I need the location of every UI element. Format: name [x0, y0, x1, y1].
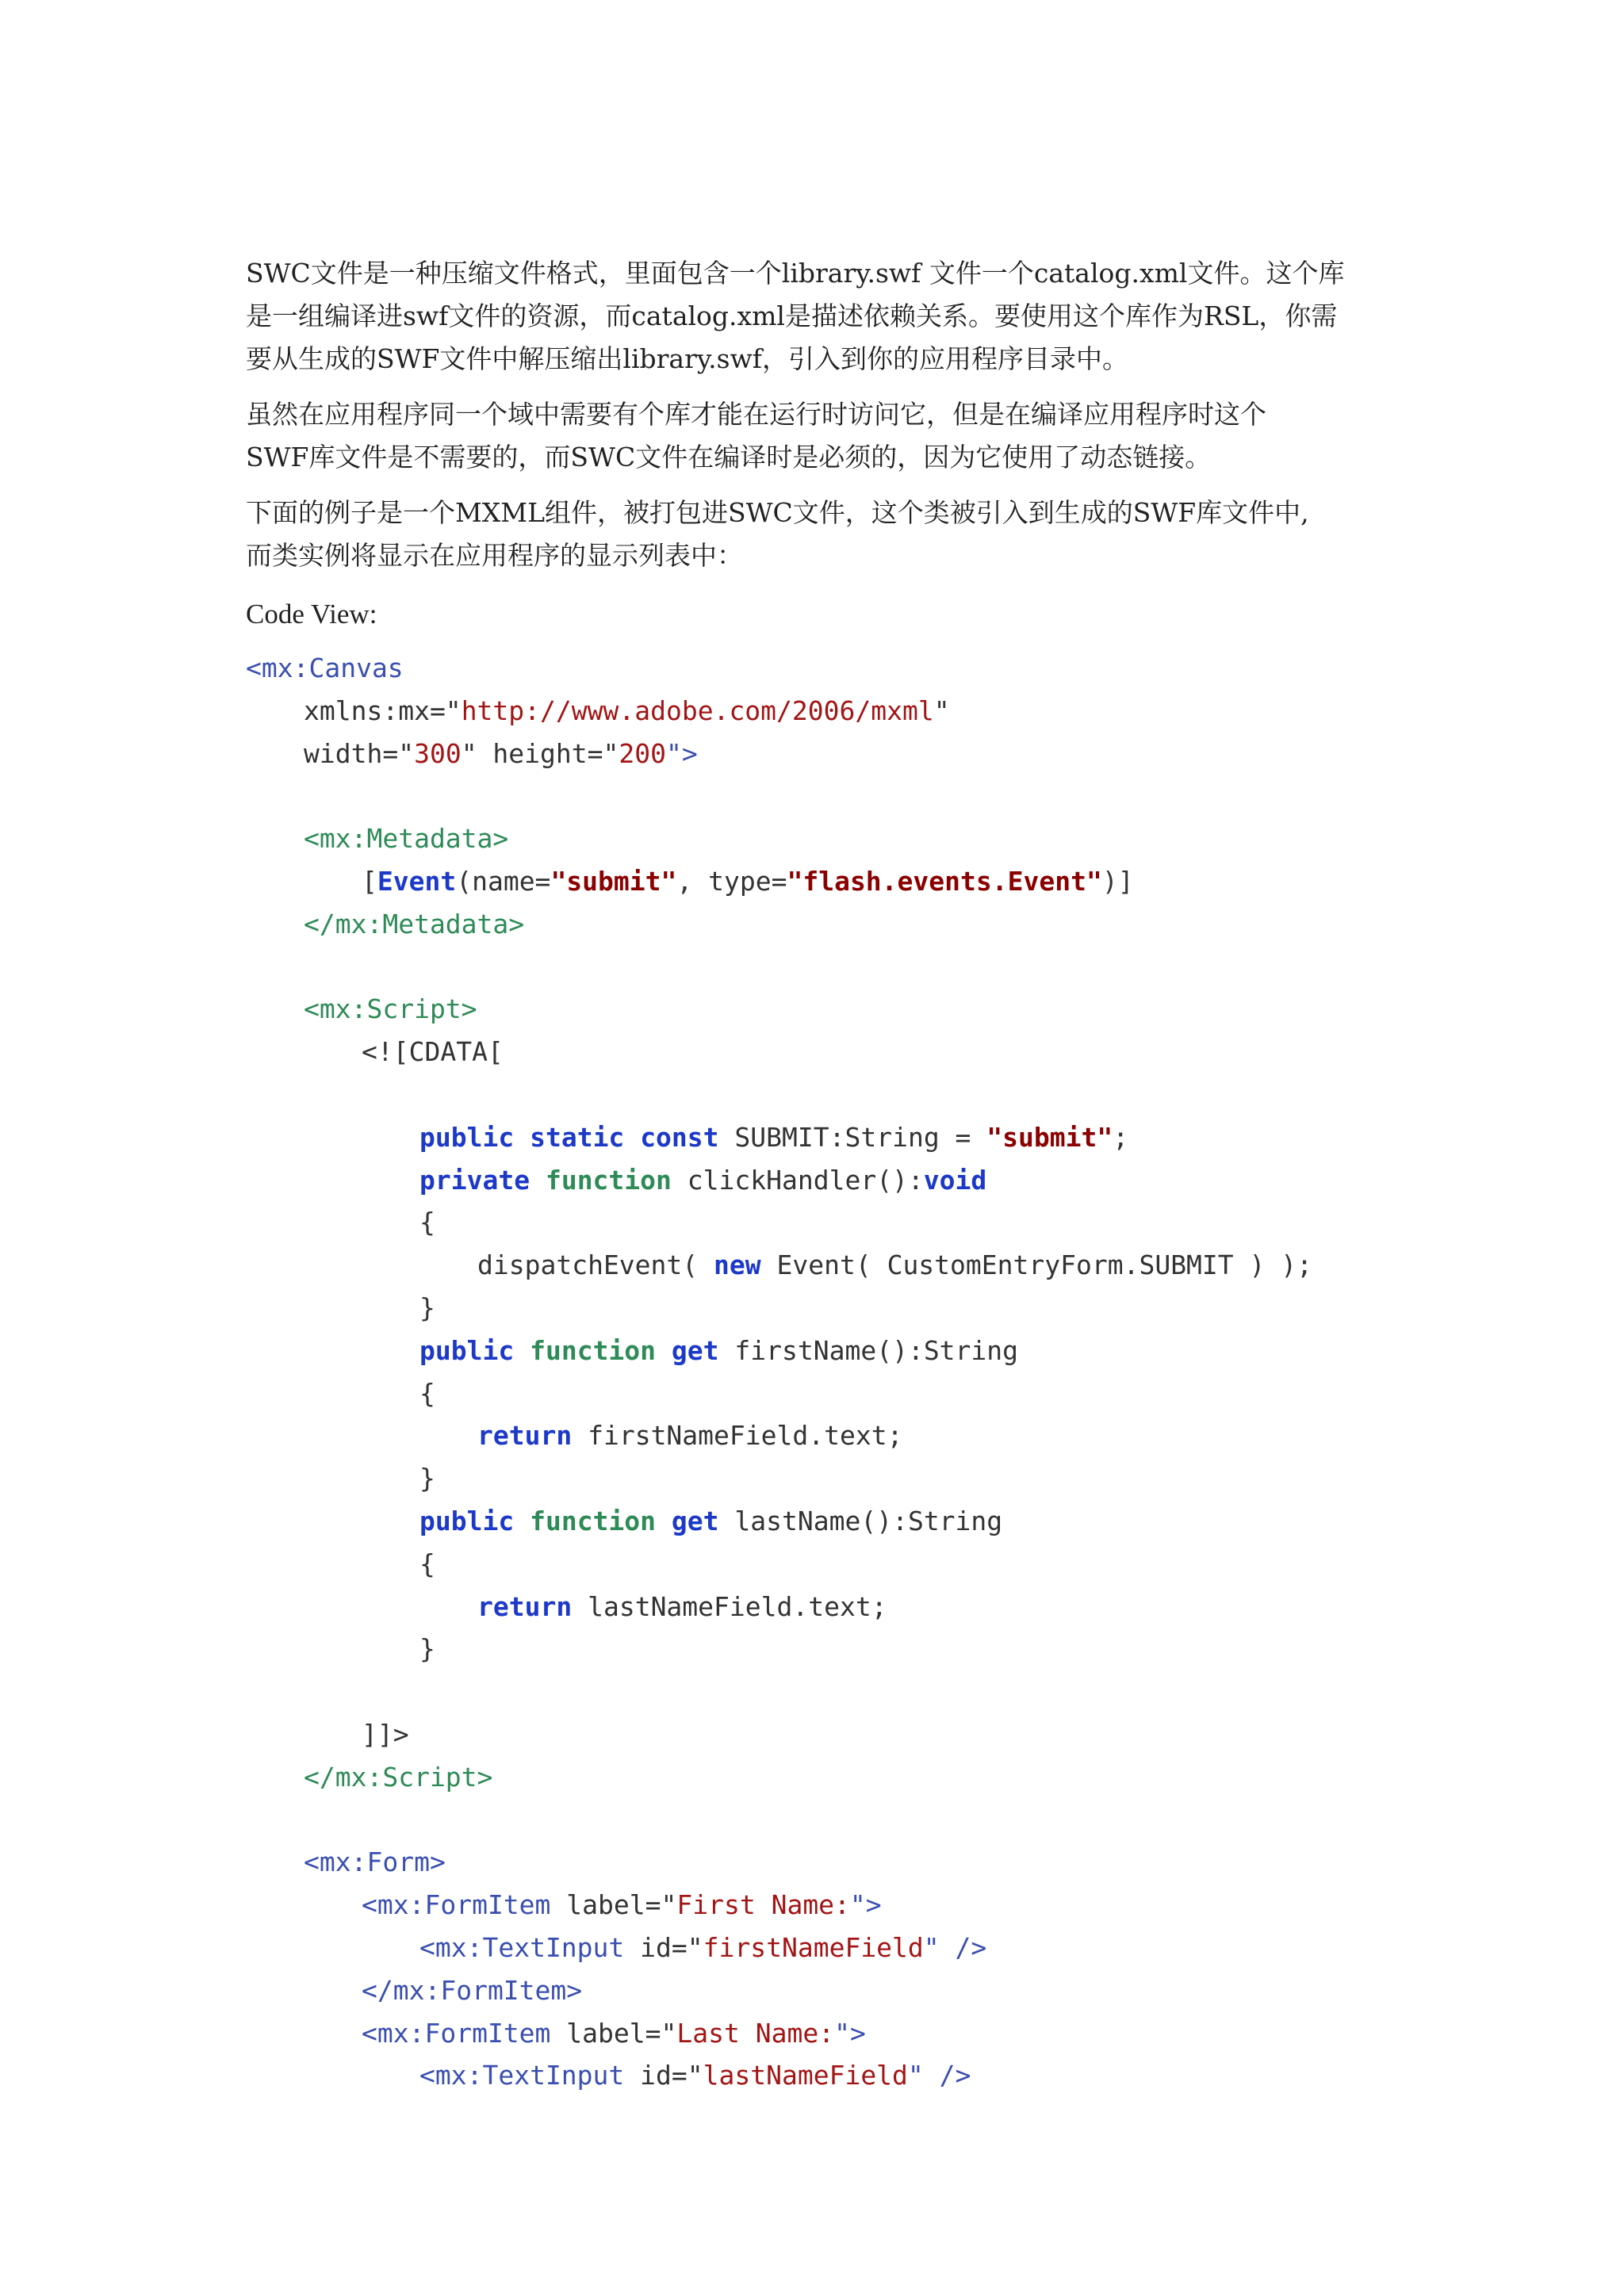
paragraph-line: SWC文件是一种压缩文件格式，里面包含一个library.swf 文件一个catalog.xml文件。这个库: [246, 258, 1345, 289]
paragraph-domain-note: [246, 393, 1266, 479]
keyword-public: public: [419, 1121, 515, 1153]
first-name-return: firstNameField.text;: [588, 1420, 903, 1452]
code-line: [246, 1414, 1312, 1457]
submit-string: "submit": [986, 1121, 1113, 1153]
self-close: " />: [907, 2060, 971, 2091]
code-line: [246, 1628, 1312, 1670]
metadata-open-tag: <mx:Metadata>: [304, 823, 509, 855]
code-line: [246, 2012, 1312, 2055]
first-name-signature: firstName():String: [734, 1334, 1019, 1366]
xmlns-url: http://www.adobe.com/2006/mxml: [461, 695, 934, 726]
code-line: [246, 817, 1312, 860]
cdata-close: ]]>: [362, 1718, 409, 1750]
code-line: [246, 988, 1312, 1031]
close-angle: ">: [834, 2017, 866, 2049]
keyword-function: function: [530, 1505, 657, 1536]
code-line: [246, 1287, 1312, 1330]
keyword-get: get: [671, 1505, 719, 1536]
keyword-public: public: [419, 1334, 515, 1366]
paragraph-swc-intro: [246, 252, 1344, 381]
keyword-private: private: [419, 1164, 530, 1196]
code-line: [246, 1500, 1312, 1543]
code-line: [246, 1841, 1312, 1884]
code-line: [246, 1756, 1312, 1799]
dispatch-args: Event( CustomEntryForm.SUBMIT ) );: [776, 1249, 1313, 1281]
code-line-blank: [246, 1670, 1312, 1713]
click-handler-signature: clickHandler():: [687, 1164, 924, 1196]
formitem-open-tag: <mx:FormItem: [362, 2017, 551, 2049]
paragraph-line: 要从生成的SWF文件中解压缩出library.swf，引入到你的应用程序目录中。: [246, 343, 1129, 374]
script-close-tag: </mx:Script>: [304, 1761, 493, 1793]
paragraph-example-intro: [246, 492, 1309, 577]
brace-open: {: [419, 1377, 435, 1409]
last-name-return: lastNameField.text;: [588, 1590, 887, 1622]
id-attr: id=": [640, 2060, 703, 2091]
code-line: [246, 2054, 1312, 2097]
xmlns-attr: xmlns:mx=": [304, 695, 462, 726]
quote: ": [933, 695, 950, 726]
keyword-return: return: [477, 1420, 573, 1452]
first-name-label: First Name:: [676, 1889, 850, 1921]
code-line: [246, 1244, 1312, 1287]
keyword-const: const: [640, 1121, 719, 1153]
id-attr: id=": [640, 1931, 703, 1963]
label-attr: label=": [566, 2017, 677, 2049]
code-line: [246, 1201, 1312, 1244]
cdata-open: <![CDATA[: [362, 1036, 504, 1068]
code-line: [246, 1713, 1312, 1756]
keyword-return: return: [477, 1590, 573, 1622]
code-line: [246, 690, 1312, 733]
paragraph-line: 是一组编译进swf文件的资源，而catalog.xml是描述依赖关系。要使用这个库作为RSL，你需: [246, 300, 1338, 331]
keyword-static: static: [530, 1121, 625, 1153]
code-line: [246, 1969, 1312, 2012]
script-open-tag: <mx:Script>: [304, 993, 477, 1025]
paragraph-line: 虽然在应用程序同一个域中需要有个库才能在运行时访问它，但是在编译应用程序时这个: [246, 399, 1266, 430]
code-line: [246, 1159, 1312, 1202]
dispatch-call: dispatchEvent(: [477, 1249, 714, 1281]
code-line: [246, 647, 1312, 690]
height-value: 200: [619, 737, 666, 769]
paragraph-line: SWF库文件是不需要的，而SWC文件在编译时是必须的，因为它使用了动态链接。: [246, 442, 1212, 473]
code-line: [246, 733, 1312, 775]
code-block: [246, 647, 1312, 2097]
close-angle: ">: [849, 1889, 882, 1921]
keyword-function: function: [545, 1164, 672, 1196]
event-close: )]: [1101, 865, 1134, 897]
code-line: [246, 1372, 1312, 1415]
event-name-string: "submit": [550, 865, 677, 897]
metadata-close-tag: </mx:Metadata>: [304, 908, 525, 939]
keyword-function: function: [530, 1334, 657, 1366]
brace-close: }: [419, 1633, 435, 1665]
code-line: [246, 903, 1312, 946]
paragraph-line: 而类实例将显示在应用程序的显示列表中：: [246, 540, 743, 571]
width-attr: width=": [304, 737, 415, 769]
code-line: [246, 1884, 1312, 1927]
self-close: " />: [923, 1931, 987, 1963]
brace-close: }: [419, 1292, 435, 1323]
close-angle: ">: [665, 737, 698, 769]
submit-declaration: SUBMIT:String =: [734, 1121, 987, 1153]
height-attr: " height=": [461, 737, 619, 769]
code-line-blank: [246, 775, 1312, 817]
code-line: [246, 1543, 1312, 1586]
brace-open: {: [419, 1548, 435, 1579]
event-type-attr: , type=: [676, 865, 787, 897]
code-line: [246, 1927, 1312, 1969]
event-type-string: "flash.events.Event": [787, 865, 1102, 897]
code-line: [246, 1116, 1312, 1159]
code-view-label: Code View:: [246, 599, 377, 629]
code-line: [246, 1457, 1312, 1500]
keyword-void: void: [923, 1164, 987, 1196]
textinput-open-tag: <mx:TextInput: [419, 2060, 625, 2091]
code-line-blank: [246, 1799, 1312, 1842]
first-name-id: firstNameField: [703, 1931, 924, 1963]
formitem-open-tag: <mx:FormItem: [362, 1889, 551, 1921]
label-attr: label=": [566, 1889, 677, 1921]
textinput-open-tag: <mx:TextInput: [419, 1931, 625, 1963]
code-line-blank: [246, 946, 1312, 989]
event-paren: (name=: [456, 865, 551, 897]
code-line: [246, 860, 1312, 903]
keyword-get: get: [671, 1334, 719, 1366]
paragraph-line: 下面的例子是一个MXML组件，被打包进SWC文件，这个类被引入到生成的SWF库文件中,: [246, 497, 1309, 528]
last-name-id: lastNameField: [703, 2060, 908, 2091]
bracket: [: [362, 865, 377, 897]
code-line: [246, 1330, 1312, 1372]
code-line-blank: [246, 1073, 1312, 1116]
keyword-public: public: [419, 1505, 515, 1536]
code-line: [246, 1586, 1312, 1628]
form-open-tag: <mx:Form>: [304, 1846, 446, 1878]
semicolon: ;: [1113, 1121, 1129, 1153]
event-keyword: Event: [377, 865, 457, 897]
code-line: [246, 1031, 1312, 1073]
brace-close: }: [419, 1463, 435, 1494]
width-value: 300: [414, 737, 462, 769]
keyword-new: new: [714, 1249, 761, 1281]
canvas-open-tag: <mx:Canvas: [246, 652, 404, 683]
brace-open: {: [419, 1207, 435, 1238]
last-name-signature: lastName():String: [734, 1505, 1003, 1536]
last-name-label: Last Name:: [676, 2017, 835, 2049]
formitem-close-tag: </mx:FormItem>: [362, 1974, 583, 2006]
